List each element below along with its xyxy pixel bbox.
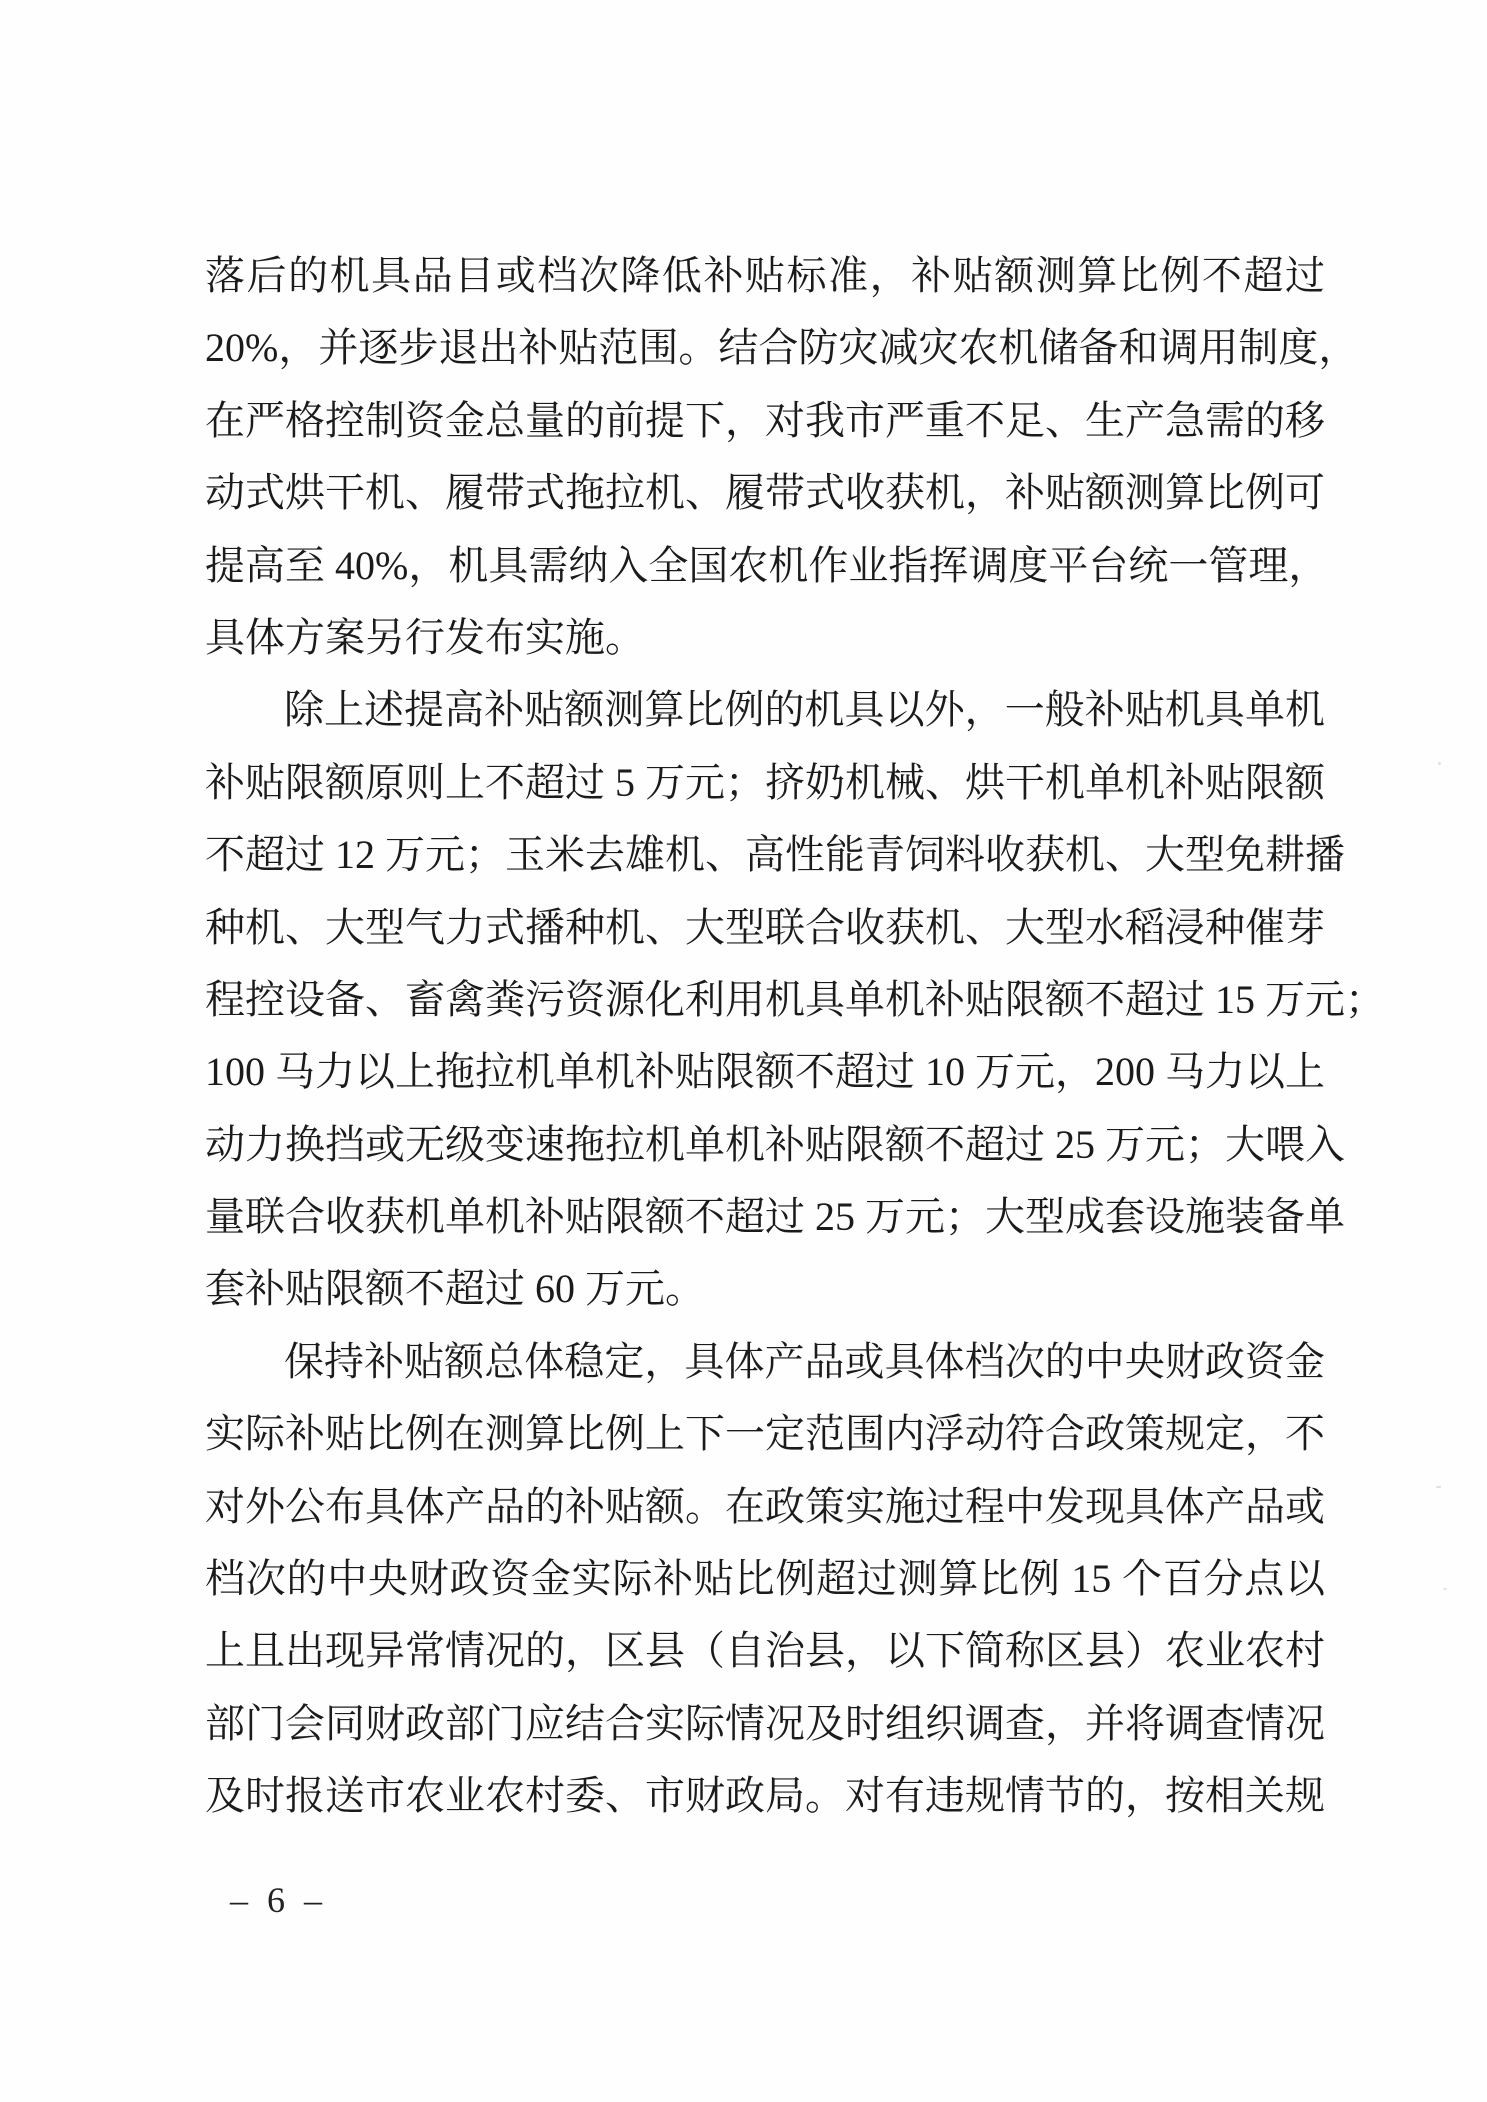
page-number: – 6 – [230, 1880, 322, 1920]
text-line: 部门会同财政部门应结合实际情况及时组织调查，并将调查情况 [205, 1700, 1325, 1746]
text-line: 落后的机具品目或档次降低补贴标准，补贴额测算比例不超过 [205, 253, 1325, 298]
text-line: 对外公布具体产品的补贴额。在政策实施过程中发现具体产品或 [205, 1483, 1325, 1529]
text-line: 上且出现异常情况的，区县（自治县，以下简称区县）农业农村 [205, 1628, 1325, 1674]
text-line: 种机、大型气力式播种机、大型联合收获机、大型水稻浸种催芽 [205, 904, 1325, 950]
text-line: 动力换挡或无级变速拖拉机单机补贴限额不超过 25 万元；大喂入 [205, 1121, 1345, 1167]
text-line: 在严格控制资金总量的前提下，对我市严重不足、生产急需的移 [205, 397, 1325, 443]
text-line: 具体方案另行发布实施。 [205, 614, 645, 660]
text-line: 量联合收获机单机补贴限额不超过 25 万元；大型成套设施装备单 [205, 1194, 1345, 1240]
text-line: 动式烘干机、履带式拖拉机、履带式收获机，补贴额测算比例可 [205, 470, 1325, 516]
body-text [205, 240, 1385, 1833]
text-line: 20%，并逐步退出补贴范围。结合防灾减灾农机储备和调用制度， [205, 325, 1359, 371]
text-line: 档次的中央财政资金实际补贴比例超过测算比例 15 个百分点以 [205, 1556, 1325, 1602]
text-line: 除上述提高补贴额测算比例的机具以外，一般补贴机具单机 [284, 687, 1325, 733]
text-line: 保持补贴额总体稳定，具体产品或具体档次的中央财政资金 [284, 1338, 1325, 1384]
scan-speck [1436, 1486, 1441, 1488]
text-line: 套补贴限额不超过 60 万元。 [205, 1266, 705, 1312]
text-line: 不超过 12 万元；玉米去雄机、高性能青饲料收获机、大型免耕播 [205, 832, 1345, 878]
scan-speck [1443, 1588, 1447, 1590]
text-line: 程控设备、畜禽粪污资源化利用机具单机补贴限额不超过 15 万元； [205, 976, 1385, 1022]
text-line: 补贴限额原则上不超过 5 万元；挤奶机械、烘干机单机补贴限额 [205, 759, 1325, 805]
text-line: 提高至 40%，机具需纳入全国农机作业指挥调度平台统一管理， [205, 542, 1329, 588]
scan-speck [1438, 762, 1441, 765]
text-line: 实际补贴比例在测算比例上下一定范围内浮动符合政策规定，不 [205, 1411, 1325, 1457]
text-line: 100 马力以上拖拉机单机补贴限额不超过 10 万元，200 马力以上 [205, 1049, 1325, 1095]
text-line: 及时报送市农业农村委、市财政局。对有违规情节的，按相关规 [205, 1773, 1325, 1819]
